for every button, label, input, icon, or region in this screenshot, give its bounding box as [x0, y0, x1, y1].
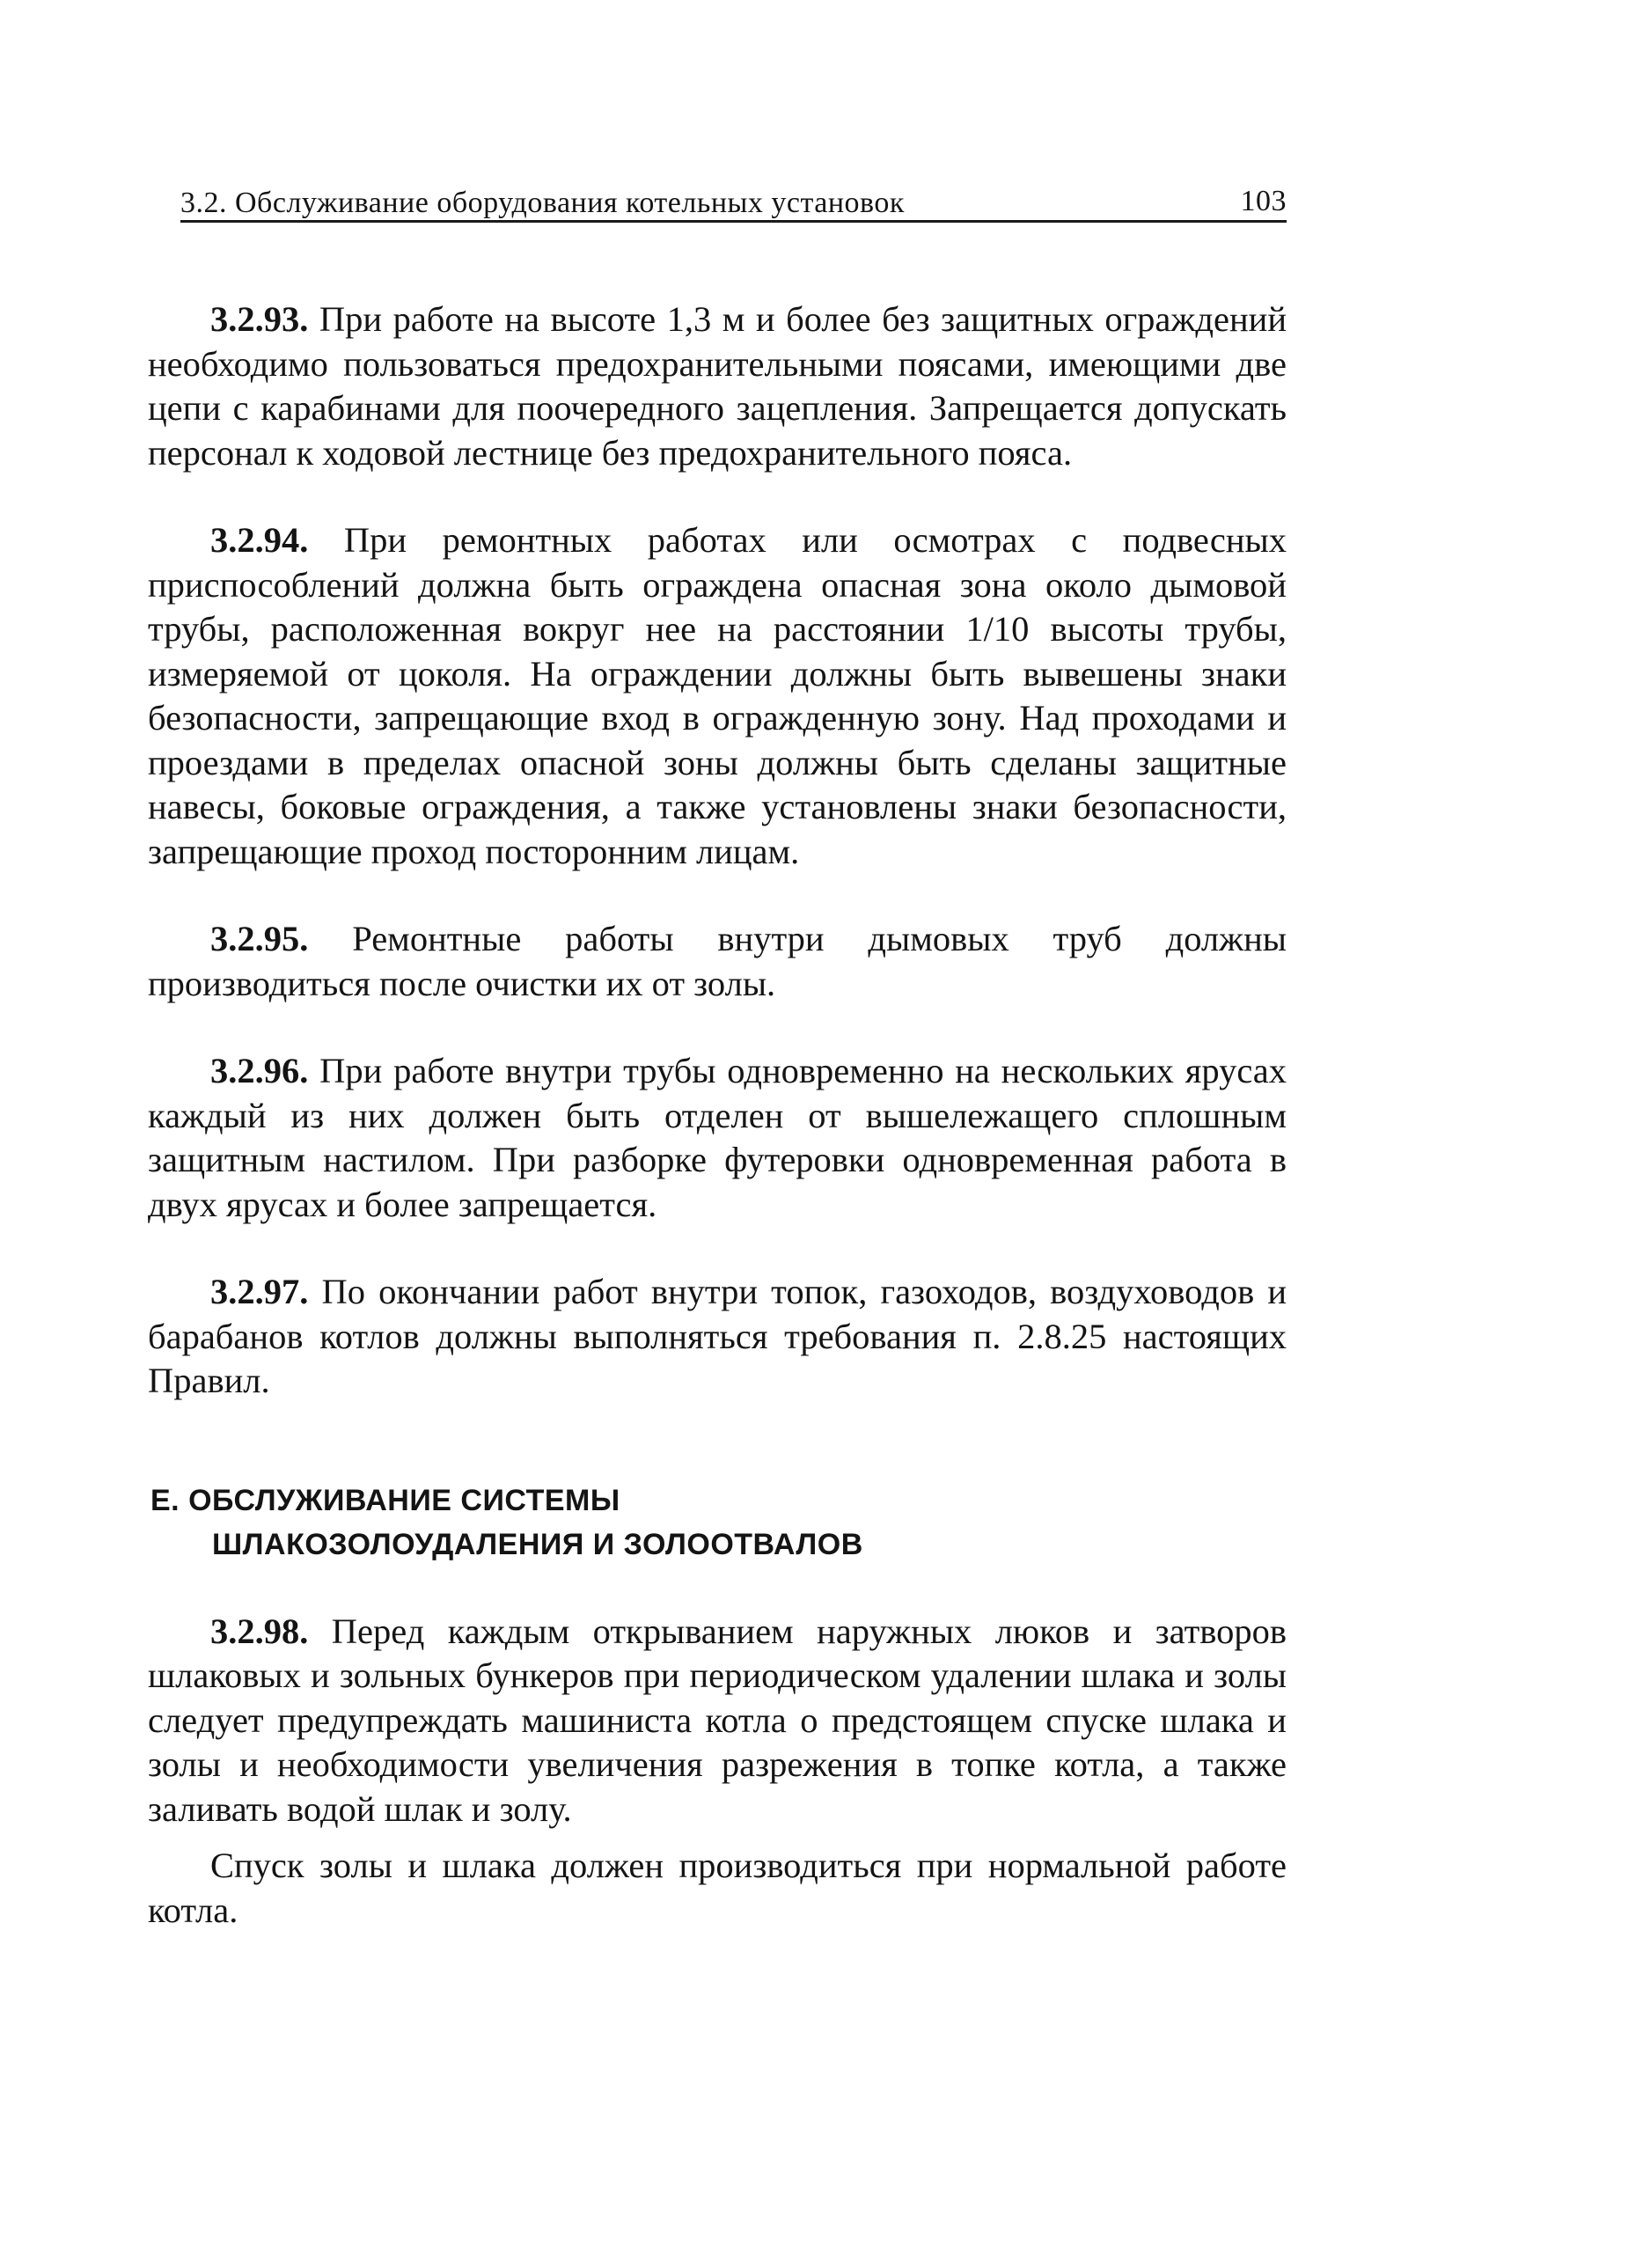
- section-heading-line-1: Е. ОБСЛУЖИВАНИЕ СИСТЕМЫ: [150, 1483, 620, 1517]
- page-number: 103: [1240, 185, 1287, 217]
- paragraph-3-2-95: [148, 917, 1287, 1006]
- running-header: [180, 176, 1287, 223]
- clause-number: 3.2.95.: [210, 919, 309, 958]
- paragraph-3-2-98: [148, 1610, 1287, 1832]
- clause-text: По окончании работ внутри топок, газоходов, воздуховодов и барабанов котлов должны выполняться требования п. 2.8.25 настоящих Правил.: [148, 1272, 1287, 1400]
- clause-number: 3.2.98.: [210, 1611, 309, 1651]
- paragraph-3-2-93: [148, 297, 1287, 475]
- clause-text: Перед каждым открыванием наружных люков и затворов шлаковых и зольных бункеров при периодическом удалении шлака и золы следует предупреждать машиниста котла о предстоящем спуске шлака и золы и необходимости увеличения разрежения в топке котла, а также заливать водой шлак и золу.: [148, 1611, 1287, 1829]
- clause-text: При работе на высоте 1,3 м и более без защитных ограждений необходимо пользоваться предохранительными поясами, имеющими две цепи с карабинами для поочередного зацепления. Запрещается допускать персонал к ходовой лестнице без предохранительного пояса.: [148, 299, 1287, 473]
- clause-number: 3.2.94.: [210, 520, 309, 560]
- paragraph-3-2-96: [148, 1049, 1287, 1227]
- paragraph-text: Спуск золы и шлака должен производиться при нормальной работе котла.: [148, 1846, 1287, 1930]
- paragraph-ash-removal: [148, 1844, 1287, 1933]
- section-heading-line-2: ШЛАКОЗОЛОУДАЛЕНИЯ И ЗОЛООТВАЛОВ: [212, 1527, 863, 1561]
- clause-text: При работе внутри трубы одновременно на нескольких ярусах каждый из них должен быть отделен от вышележащего сплошным защитным настилом. При разборке футеровки одновременная работа в двух ярусах и более запрещается.: [148, 1051, 1287, 1224]
- paragraph-3-2-94: [148, 518, 1287, 874]
- section-heading: [150, 1479, 1287, 1567]
- clause-text: При ремонтных работах или осмотрах с подвесных приспособлений должна быть ограждена опасная зона около дымовой трубы, расположенная вокруг нее на расстоянии 1/10 высоты трубы, измеряемой от цоколя. На ограждении должны быть вывешены знаки безопасности, запрещающие вход в огражденную зону. Над проходами и проездами в пределах опасной зоны должны быть сделаны защитные навесы, боковые ограждения, а также установлены знаки безопасности, запрещающие проход посторонним лицам.: [148, 520, 1287, 871]
- clause-number: 3.2.97.: [210, 1272, 309, 1311]
- clause-number: 3.2.96.: [210, 1051, 309, 1090]
- paragraph-3-2-97: [148, 1270, 1287, 1404]
- clause-number: 3.2.93.: [210, 299, 309, 339]
- page-body: [148, 297, 1287, 1933]
- header-title: 3.2. Обслуживание оборудования котельных установок: [180, 187, 905, 219]
- clause-text: Ремонтные работы внутри дымовых труб должны производиться после очистки их от золы.: [148, 919, 1287, 1003]
